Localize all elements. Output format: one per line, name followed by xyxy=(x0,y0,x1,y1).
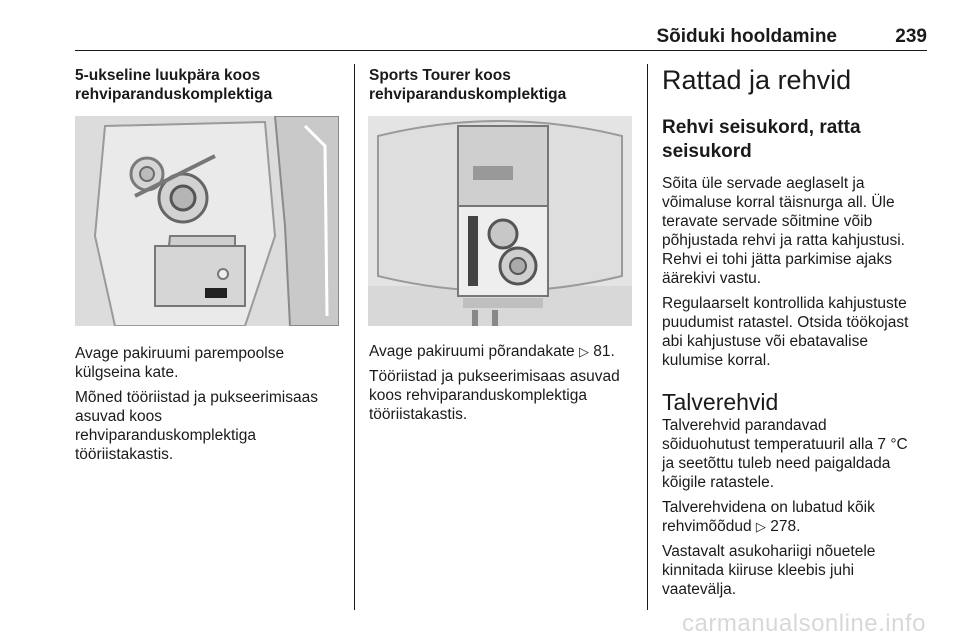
paragraph xyxy=(662,542,928,599)
text-line: Rehvi ei tohi jätta parkimise ajaks xyxy=(662,251,893,268)
text-line: Tööriistad ja pukseerimisaas asuvad xyxy=(369,368,620,385)
tourer-heading xyxy=(369,66,635,104)
text-line: asuvad koos xyxy=(75,408,163,425)
text-line: teravate servade sõitmine võib xyxy=(662,213,873,230)
paragraph xyxy=(369,342,635,361)
text-segment: rehvimõõdud xyxy=(662,518,752,535)
text-line: kinnitada kiiruse kleebis juhi xyxy=(662,562,855,579)
arrow-ref-icon: ▷ xyxy=(755,519,766,534)
text-line: Sõita üle servade aeglaselt ja xyxy=(662,175,865,192)
page-ref[interactable]: 278. xyxy=(770,518,801,535)
text-line: äärekivi vastu. xyxy=(662,270,762,287)
text-line: külgseina kate. xyxy=(75,364,179,381)
text-line: sõiduohutust temperatuuril alla 7 °C xyxy=(662,436,908,453)
text-line: kulumise korral. xyxy=(662,352,771,369)
text-line: rehviparanduskomplektiga xyxy=(75,427,256,444)
watermark: carmanualsonline.info xyxy=(682,610,926,637)
section-subtitle: Rehvi seisukord, ratta seisukord xyxy=(662,117,861,162)
text-line: Avage pakiruumi põrandakate xyxy=(369,343,575,360)
heading-line: Sports Tourer koos xyxy=(369,67,511,84)
hatchback-illustration xyxy=(75,116,339,326)
paragraph xyxy=(75,388,343,464)
text-line: Mõned tööriistad ja pukseerimisaas xyxy=(75,389,318,406)
hatchback-heading xyxy=(75,66,343,104)
paragraph xyxy=(75,344,343,382)
text-line: ja seetõttu tuleb need paigaldada xyxy=(662,455,891,472)
heading-line: rehviparanduskomplektiga xyxy=(75,86,273,103)
text-line: Avage pakiruumi parempoolse xyxy=(75,345,285,362)
paragraph xyxy=(662,498,928,536)
column-divider-2 xyxy=(647,64,648,610)
section-title: Sõiduki hooldamine xyxy=(656,26,837,47)
heading-line: 5-ukseline luukpära koos xyxy=(75,67,261,84)
text-line: abi kahjustuse või ebatavalise xyxy=(662,333,868,350)
paragraph xyxy=(369,367,635,424)
arrow-ref-icon: ▷ xyxy=(578,344,589,359)
paragraph xyxy=(662,294,928,370)
text-line: tööriistakastis. xyxy=(369,406,468,423)
text-line: Regulaarselt kontrollida kahjustuste xyxy=(662,295,907,312)
column-3 xyxy=(662,64,928,605)
text-line: Talverehvidena on lubatud kõik xyxy=(662,499,875,516)
column-divider-1 xyxy=(354,64,355,610)
text-line: puudumist ratastel. Otsida töökojast xyxy=(662,314,909,331)
page-number: 239 xyxy=(895,26,927,47)
column-1-text xyxy=(75,344,343,470)
text-line: tööriistakastis. xyxy=(75,446,174,463)
chapter-title: Rattad ja rehvid xyxy=(662,65,852,95)
column-1 xyxy=(75,66,343,104)
text-line: Talverehvid parandavad xyxy=(662,417,827,434)
text-line: võimaluse korral täisnurga all. Üle xyxy=(662,194,895,211)
winter-tyres-heading: Talverehvid xyxy=(662,389,779,415)
page-ref[interactable]: 81. xyxy=(593,343,615,360)
heading-line: rehviparanduskomplektiga xyxy=(369,86,567,103)
text-line: kõigile ratastele. xyxy=(662,474,775,491)
column-2 xyxy=(369,66,635,104)
column-2-text xyxy=(369,342,635,430)
text-line: põhjustada rehvi ja ratta kahjustusi. xyxy=(662,232,905,249)
text-line: vaatevälja. xyxy=(662,581,737,598)
text-line: koos rehviparanduskomplektiga xyxy=(369,387,587,404)
text-line: Vastavalt asukohariigi nõuetele xyxy=(662,543,876,560)
paragraph xyxy=(662,416,928,492)
page-header xyxy=(75,24,927,51)
text-line xyxy=(662,517,928,536)
paragraph xyxy=(662,174,928,288)
tourer-illustration xyxy=(368,116,632,326)
